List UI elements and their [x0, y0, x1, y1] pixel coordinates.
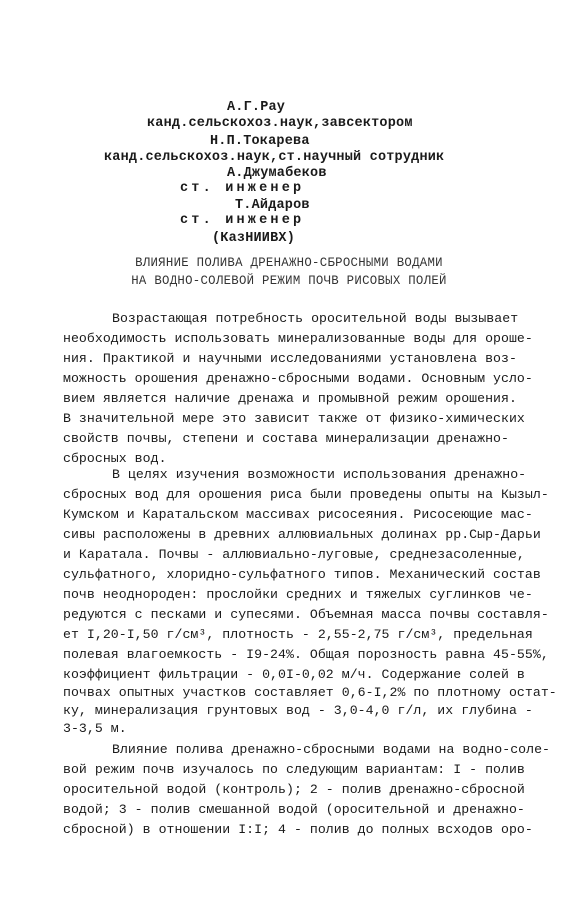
- author-name-3: А.Джумабеков: [227, 166, 327, 181]
- paragraph2-line: редуются с песками и супесями. Объемная масса почвы составля-: [63, 607, 549, 622]
- paragraph2-line: коэффициент фильтрации - 0,0I-0,02 м/ч. Содержание солей в: [63, 667, 525, 682]
- article-title-line-2: НА ВОДНО-СОЛЕВОЙ РЕЖИМ ПОЧВ РИСОВЫХ ПОЛЕЙ: [131, 274, 447, 288]
- paragraph1-line: сбросных вод.: [63, 451, 167, 466]
- paragraph3-line: вой режим почв изучалось по следующим вариантам: I - полив: [63, 762, 525, 777]
- paragraph2-line: ку, минерализация грунтовых вод - 3,0-4,0 г/л, их глубина -: [63, 703, 533, 718]
- paragraph2-line: сульфатного, хлоридно-сульфатного типов. Механический состав: [63, 567, 541, 582]
- article-title-line-1: ВЛИЯНИЕ ПОЛИВА ДРЕНАЖНО-СБРОСНЫМИ ВОДАМИ: [135, 256, 443, 270]
- paragraph3-line: оросительной водой (контроль); 2 - полив дренажно-сбросной: [63, 782, 525, 797]
- paragraph2-line: Кумском и Каратальском массивах рисосеяния. Рисосеющие мас-: [63, 507, 533, 522]
- paragraph2-line: почвах опытных участков составляет 0,6-I,2% по плотному остат-: [63, 685, 557, 700]
- paragraph1-line: ния. Практикой и научными исследованиями установлена воз-: [63, 351, 517, 366]
- author-position-1: канд.сельскохоз.наук,завсектором: [147, 116, 413, 131]
- paragraph3-line: сбросной) в отношении I:I; 4 - полив до полных всходов оро-: [63, 822, 533, 837]
- paragraph2-line: и Каратала. Почвы - аллювиально-луговые, среднезасоленные,: [63, 547, 525, 562]
- paragraph1-line: В значительной мере это зависит также от физико-химических: [63, 411, 525, 426]
- paragraph3-line: водой; 3 - полив смешанной водой (оросительной и дренажно-: [63, 802, 525, 817]
- paragraph2-line: 3-3,5 м.: [63, 721, 127, 736]
- paragraph2-line: полевая влагоемкость - I9-24%. Общая порозность равна 45-55%,: [63, 647, 549, 662]
- author-name-1: А.Г.Рау: [227, 100, 286, 115]
- author-position-4: ст. инженер: [180, 213, 305, 228]
- paragraph2-line: В целях изучения возможности использования дренажно-: [112, 467, 527, 482]
- paragraph2-line: сбросных вод для орошения риса были проведены опыты на Кызыл-: [63, 487, 549, 502]
- paragraph1-line: свойств почвы, степени и состава минерализации дренажно-: [63, 431, 509, 446]
- paragraph1-line: необходимость использовать минерализованные воды для ороше-: [63, 331, 533, 346]
- paragraph3-line: Влияние полива дренажно-сбросными водами на водно-соле-: [112, 742, 551, 757]
- paragraph2-line: ет I,20-I,50 г/см³, плотность - 2,55-2,75 г/см³, предельная: [63, 627, 533, 642]
- paragraph1-line: вием является наличие дренажа и промывной режим орошения.: [63, 391, 517, 406]
- paragraph1-line: можность орошения дренажно-сбросными водами. Основным усло-: [63, 371, 533, 386]
- author-name-2: Н.П.Токарева: [210, 134, 310, 149]
- institution: (КазНИИВХ): [212, 231, 296, 246]
- paragraph2-line: сивы расположены в древних аллювиальных долинах рр.Сыр-Дарьи: [63, 527, 541, 542]
- author-name-4: Т.Айдаров: [235, 198, 310, 213]
- author-position-3: ст. инженер: [180, 181, 305, 196]
- paragraph2-line: почв неоднороден: прослойки средних и тяжелых суглинков че-: [63, 587, 533, 602]
- paragraph1-line: Возрастающая потребность оросительной воды вызывает: [112, 311, 519, 326]
- author-position-2: канд.сельскохоз.наук,ст.научный сотрудник: [104, 150, 445, 165]
